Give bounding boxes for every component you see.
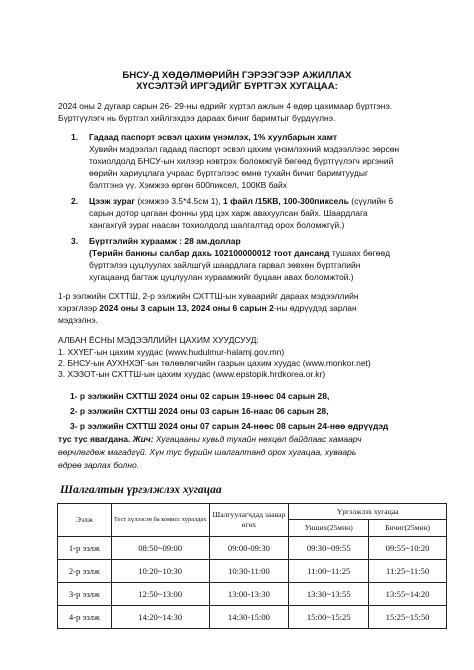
item-2-number: 2.	[71, 196, 79, 206]
header-instructions: Шалгуулагчдад заавар өгөх	[209, 504, 289, 537]
website-link-hudulmur[interactable]: 1. ХХҮЕГ-ын цахим хуудас (www.hudulmur-halamj.gov.mn)	[58, 347, 285, 357]
item-1-text-line: бэлтгэнэ үү. Хэмжээ өргөн 600пиксел, 100КВ байх	[89, 180, 288, 190]
item-3-account: (Төрийн банкны салбар дахь 102100000012 тоот дансанд	[89, 248, 330, 258]
website-link-monkor[interactable]: 2. БНСУ-ын АУХНХЭГ-ын төлөөлөгчийн газрын цахим хуудас (www.monkor.net)	[58, 358, 371, 368]
header-shift: Ээлж	[58, 504, 112, 537]
table-row	[58, 537, 447, 560]
header-duration: Үргэлжлэх хугацаа	[289, 504, 447, 520]
table-row	[58, 583, 447, 606]
cell-reading: 15:00~15:25	[289, 606, 369, 629]
note-line-1	[58, 434, 362, 445]
table-row	[58, 560, 447, 583]
note-text: Хугацааны хувьд тухайн нөхцөл байдлаас хамаарч	[155, 434, 362, 444]
cell-entry: 14:30-15:00	[209, 606, 289, 629]
table-row	[58, 606, 447, 629]
item-3-text-line: бүртгэлээ цуцлуулах зайлшгүй шаардлага гарвал зөвхөн бүртгэлийн	[89, 260, 361, 270]
intro-line-1: 2024 оны 2 дугаар сарын 26- 29-ны өдрийг хүртэл ажлын 4 өдөр цахимаар бүртгэнэ.	[58, 101, 393, 111]
cell-arrival: 12:50~13:00	[111, 583, 209, 606]
item-3-account-tail: тушаах бөгөөд	[329, 248, 391, 258]
cell-reading: 13:30~13:55	[289, 583, 369, 606]
cell-listening: 09:55~10:20	[369, 537, 447, 560]
item-1-number: 1.	[71, 132, 79, 142]
item-1-heading: Гадаад паспорт эсвэл цахим үнэмлэх, 1% хуулбарын хамт	[89, 132, 338, 142]
schedule-dates: 2024 оны 3 сарын 13, 2024 оны 6 сарын 2	[99, 303, 274, 313]
intro-line-2: Бүртгүүлэгч нь бүртгэл хийлгэхдээ дараах бичиг баримтыг бүрдүүлнэ.	[58, 113, 336, 123]
exam-date-line: 3- р ээлжийн СХТТШ 2024 оны 07 сарын 24-нөөс 08 сарын 24-нөө өдрүүдэд	[70, 421, 389, 431]
exam-date-line: 1- р ээлжийн СХТТШ 2024 оны 02 сарын 19-нөөс 04 сарын 28,	[70, 391, 330, 401]
cell-entry: 10:30-11:00	[209, 560, 289, 583]
item-3-text-line: хугацаанд багтаж цуцлуулан хураамжийг буцаан авах боломжтой.)	[89, 272, 354, 282]
document-title-line-1: БНСУ-Д ХӨДӨЛМӨРИЙН ГЭРЭЭГЭЭР АЖИЛЛАХ	[122, 70, 352, 81]
cell-listening: 11:25~11:50	[369, 560, 447, 583]
cell-arrival: 08:50~09:00	[111, 537, 209, 560]
item-2-text-line: сарын дотор цагаан фонны урд цэх харж авахуулсан байх. Шаардлага	[89, 208, 368, 218]
website-link-epstopik[interactable]: 3. ХЭЗОТ-ын СХТТШ-ын цахим хуудас (www.epstopik.hrdkorea.or.kr)	[58, 369, 326, 379]
header-listening: Бичиг(25мин)	[369, 520, 447, 537]
cell-shift: 2-р ээлж	[58, 560, 112, 583]
item-3-text-line	[89, 248, 390, 259]
note-line-2: өөрчлөгдөж магадгүй. Хүн тус бүрийн шалгалтанд орох хугацаа, хуваарь	[58, 447, 357, 457]
cell-listening: 15:25~15:50	[369, 606, 447, 629]
schedule-line-2-end: -ны өдрүүдэд зарлан	[273, 303, 357, 313]
cell-entry: 13:00-13:30	[209, 583, 289, 606]
item-1-text-line: өөрийн хариуцлага учраас бүртгэлээс өмнө тухайн бичиг баримтуудыг	[89, 168, 369, 178]
schedule-line-2	[58, 303, 357, 314]
item-3-heading: Бүртгэлийн хураамж : 28 ам.доллар	[89, 236, 241, 246]
cell-arrival: 10:20~10:30	[111, 560, 209, 583]
cell-shift: 3-р ээлж	[58, 583, 112, 606]
exam-duration-table	[57, 503, 447, 629]
document-title-line-2: ХҮСЭЛТЭЙ ИРГЭДИЙГ БҮРТГЭХ ХУГАЦАА:	[136, 81, 338, 92]
item-3-number: 3.	[71, 236, 79, 246]
cell-reading: 09:30~09:55	[289, 537, 369, 560]
table-title: Шалгалтын үргэлжлэх хугацаа	[60, 484, 222, 496]
schedule-line-1: 1-р ээлжийн СХТТШ, 2-р ээлжийн СХТТШ-ын хуваарийг дараах мэдээллийн	[58, 291, 359, 301]
cell-shift: 4-р ээлж	[58, 606, 112, 629]
item-2-heading-label: Цээж зураг	[89, 196, 135, 206]
schedule-line-2-start: хэрэглээр	[58, 303, 100, 313]
item-2-heading-file: 1 файл /15КВ, 100-300пиксель	[223, 196, 349, 206]
exam-date-line: 2- р ээлжийн СХТТШ 2024 оны 03 сарын 16-наас 06 сарын 28,	[70, 406, 329, 416]
note-conducted: тус тус явагдана.	[58, 434, 131, 444]
note-label: Жич:	[130, 434, 156, 444]
cell-reading: 11:00~11:25	[289, 560, 369, 583]
item-2-heading-tail: (сүүлийн 6	[348, 196, 394, 206]
item-1-text-line: Хувийн мэдээлэл гадаад паспорт эсвэл цахим үнэмлэхний мэдээллээс зөрсөн	[89, 144, 400, 154]
cell-shift: 1-р ээлж	[58, 537, 112, 560]
item-2-heading-size: (хэмжээ 3.5*4.5см 1),	[134, 196, 223, 206]
cell-entry: 09:00-09:30	[209, 537, 289, 560]
note-line-3: өдрөө зарлах болно.	[58, 460, 140, 470]
schedule-line-3: мэдээлнэ.	[58, 315, 98, 325]
cell-listening: 13:55~14:20	[369, 583, 447, 606]
websites-heading: АЛБАН ЁСНЫ МЭДЭЭЛЛИЙН ЦАХИМ ХУУДСУУД:	[58, 335, 259, 345]
item-2-heading	[89, 196, 393, 207]
item-2-text-line: хангахгүй зураг наасан тохиолдолд шалгалтад орох боломжгүй.)	[89, 220, 345, 230]
header-reading: Унших(25мин)	[289, 520, 369, 537]
header-arrival: Тест хүлээсэн ба комисс хуралдах	[111, 504, 209, 537]
item-1-text-line: тохиолдолд БНСУ-ын хилээр нэвтрэх боломжгүй бөгөөд бүртгүүлэгч иргэний	[89, 156, 394, 166]
cell-arrival: 14:20~14:30	[111, 606, 209, 629]
